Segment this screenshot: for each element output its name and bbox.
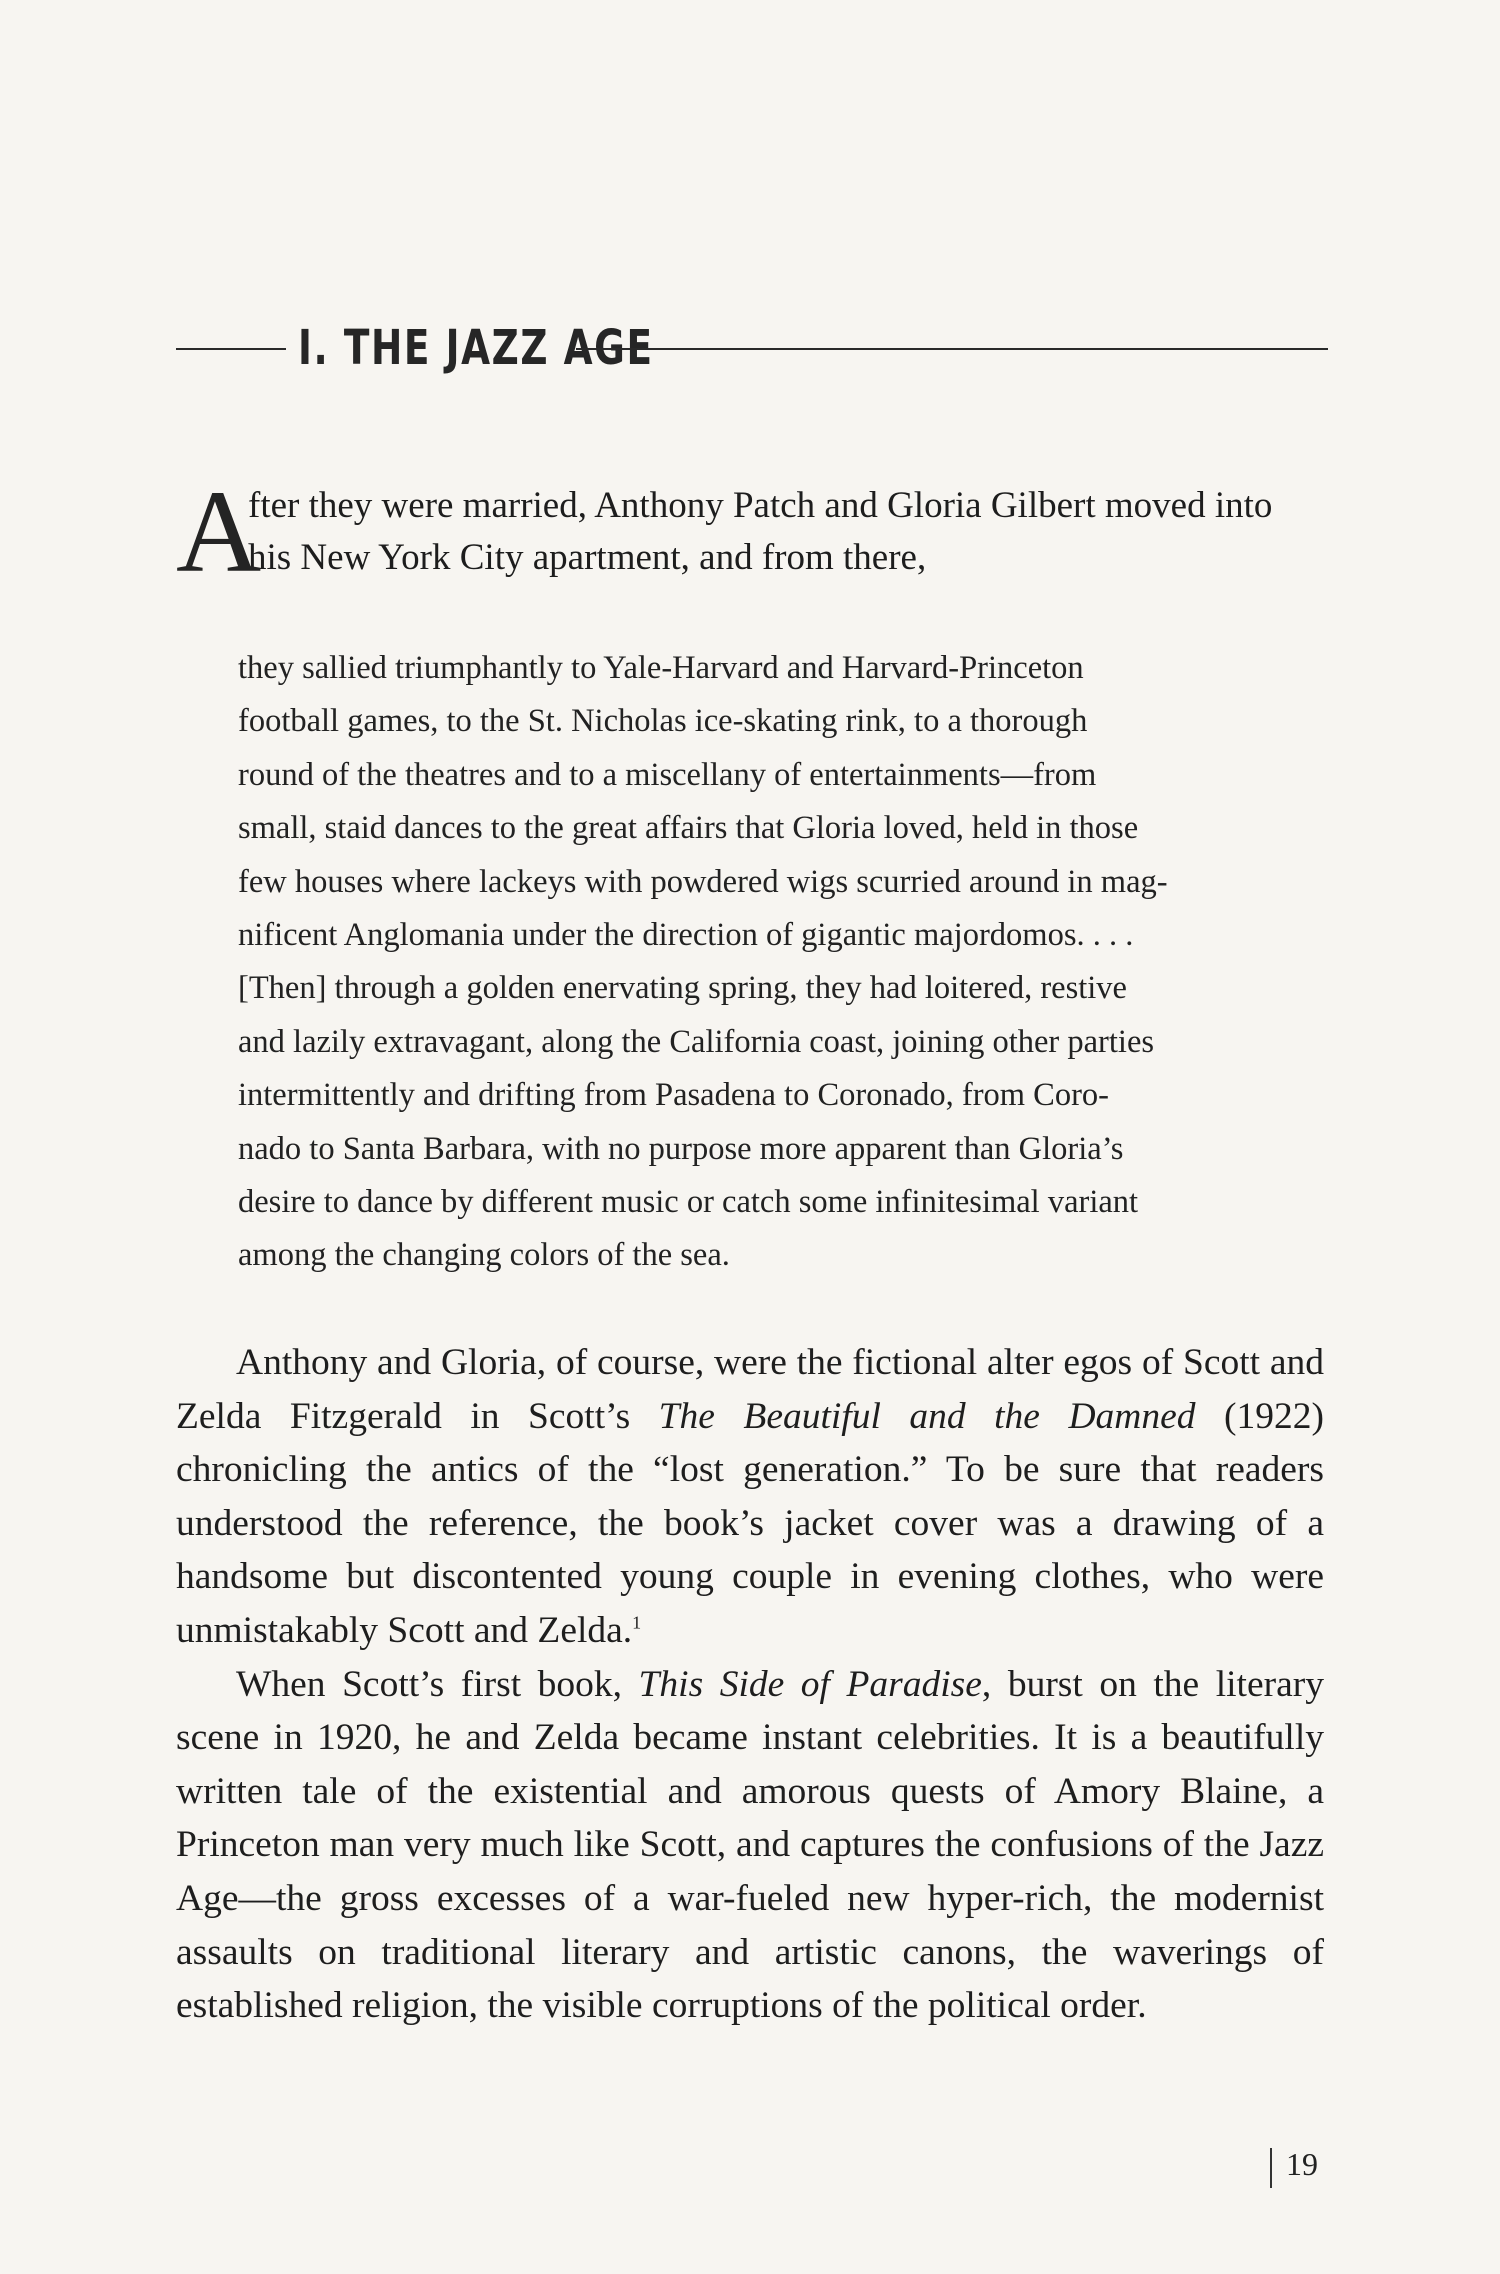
body-text-run: Anthony and Gloria, of course, were the fictional alter egos of Scott and Zelda Fitzgerald in Scott’s — [176, 1342, 1324, 1437]
quote-line: among the changing colors of the sea. — [238, 1237, 730, 1274]
page-folio — [1270, 2142, 1318, 2186]
chapter-heading — [176, 318, 1328, 378]
footnote-marker: 1 — [632, 1612, 642, 1633]
page-number: 19 — [1286, 2146, 1318, 2182]
folio-rule — [1270, 2148, 1272, 2188]
body-paragraph — [176, 1336, 1324, 1658]
body-text-run: (1922) chronicling the antics of the “lost generation.” To be sure that readers understood the reference, the book’s jacket cover was a drawing of a handsome but discontented young couple in evening clothes, who were unmistakably Scott and Zelda. — [176, 1395, 1324, 1651]
opening-paragraph — [176, 466, 1324, 597]
quote-line: [Then] through a golden enervating spring, they had loitered, restive — [238, 970, 1127, 1007]
quote-line: intermittently and drifting from Pasadena to Coronado, from Coro- — [238, 1077, 1109, 1114]
body-paragraph — [176, 1658, 1324, 2033]
body-text-run: When Scott’s first book, — [236, 1663, 639, 1705]
quote-line: nificent Anglomania under the direction of gigantic majordomos. . . . — [238, 917, 1134, 954]
opening-text: fter they were married, Anthony Patch and Gloria Gilbert moved into his New York City apartment, and from there, — [248, 485, 1273, 578]
quote-line: small, staid dances to the great affairs that Gloria loved, held in those — [238, 810, 1139, 847]
quote-line: few houses where lackeys with powdered wigs scurried around in mag- — [238, 863, 1168, 900]
quote-line: and lazily extravagant, along the California coast, joining other parties — [238, 1023, 1155, 1060]
quote-line: they sallied triumphantly to Yale-Harvard and Harvard-Princeton — [238, 650, 1084, 686]
quote-line: round of the theatres and to a miscellany of entertainments—from — [238, 756, 1097, 793]
quote-line: football games, to the St. Nicholas ice-skating rink, to a thorough — [238, 703, 1088, 740]
body-text — [176, 1336, 1324, 2033]
quote-line: desire to dance by different music or catch some infinitesimal variant — [238, 1184, 1139, 1221]
heading-rule-right — [576, 348, 1328, 350]
chapter-title: I. THE JAZZ AGE — [298, 320, 654, 376]
quote-line: nado to Santa Barbara, with no purpose more apparent than Gloria’s — [238, 1130, 1124, 1167]
book-title: This Side of Paradise — [638, 1663, 982, 1705]
book-title: The Beautiful and the Damned — [658, 1395, 1196, 1437]
heading-rule-left — [176, 348, 286, 350]
body-text-run: , burst on the literary scene in 1920, he and Zelda became instant celebrities. It is a beautifully written tale of the existential and amorous quests of Amory Blaine, a Princeton man very much like Scott, and captures the confusions of the Jazz Age—the gross excesses of a war-fueled new hyper-rich, the modernist assaults on traditional literary and artistic canons, the waverings of established religion, the visible corruptions of the political order. — [176, 1663, 1324, 2027]
block-quote — [238, 642, 1260, 1283]
drop-cap: A — [176, 466, 262, 597]
